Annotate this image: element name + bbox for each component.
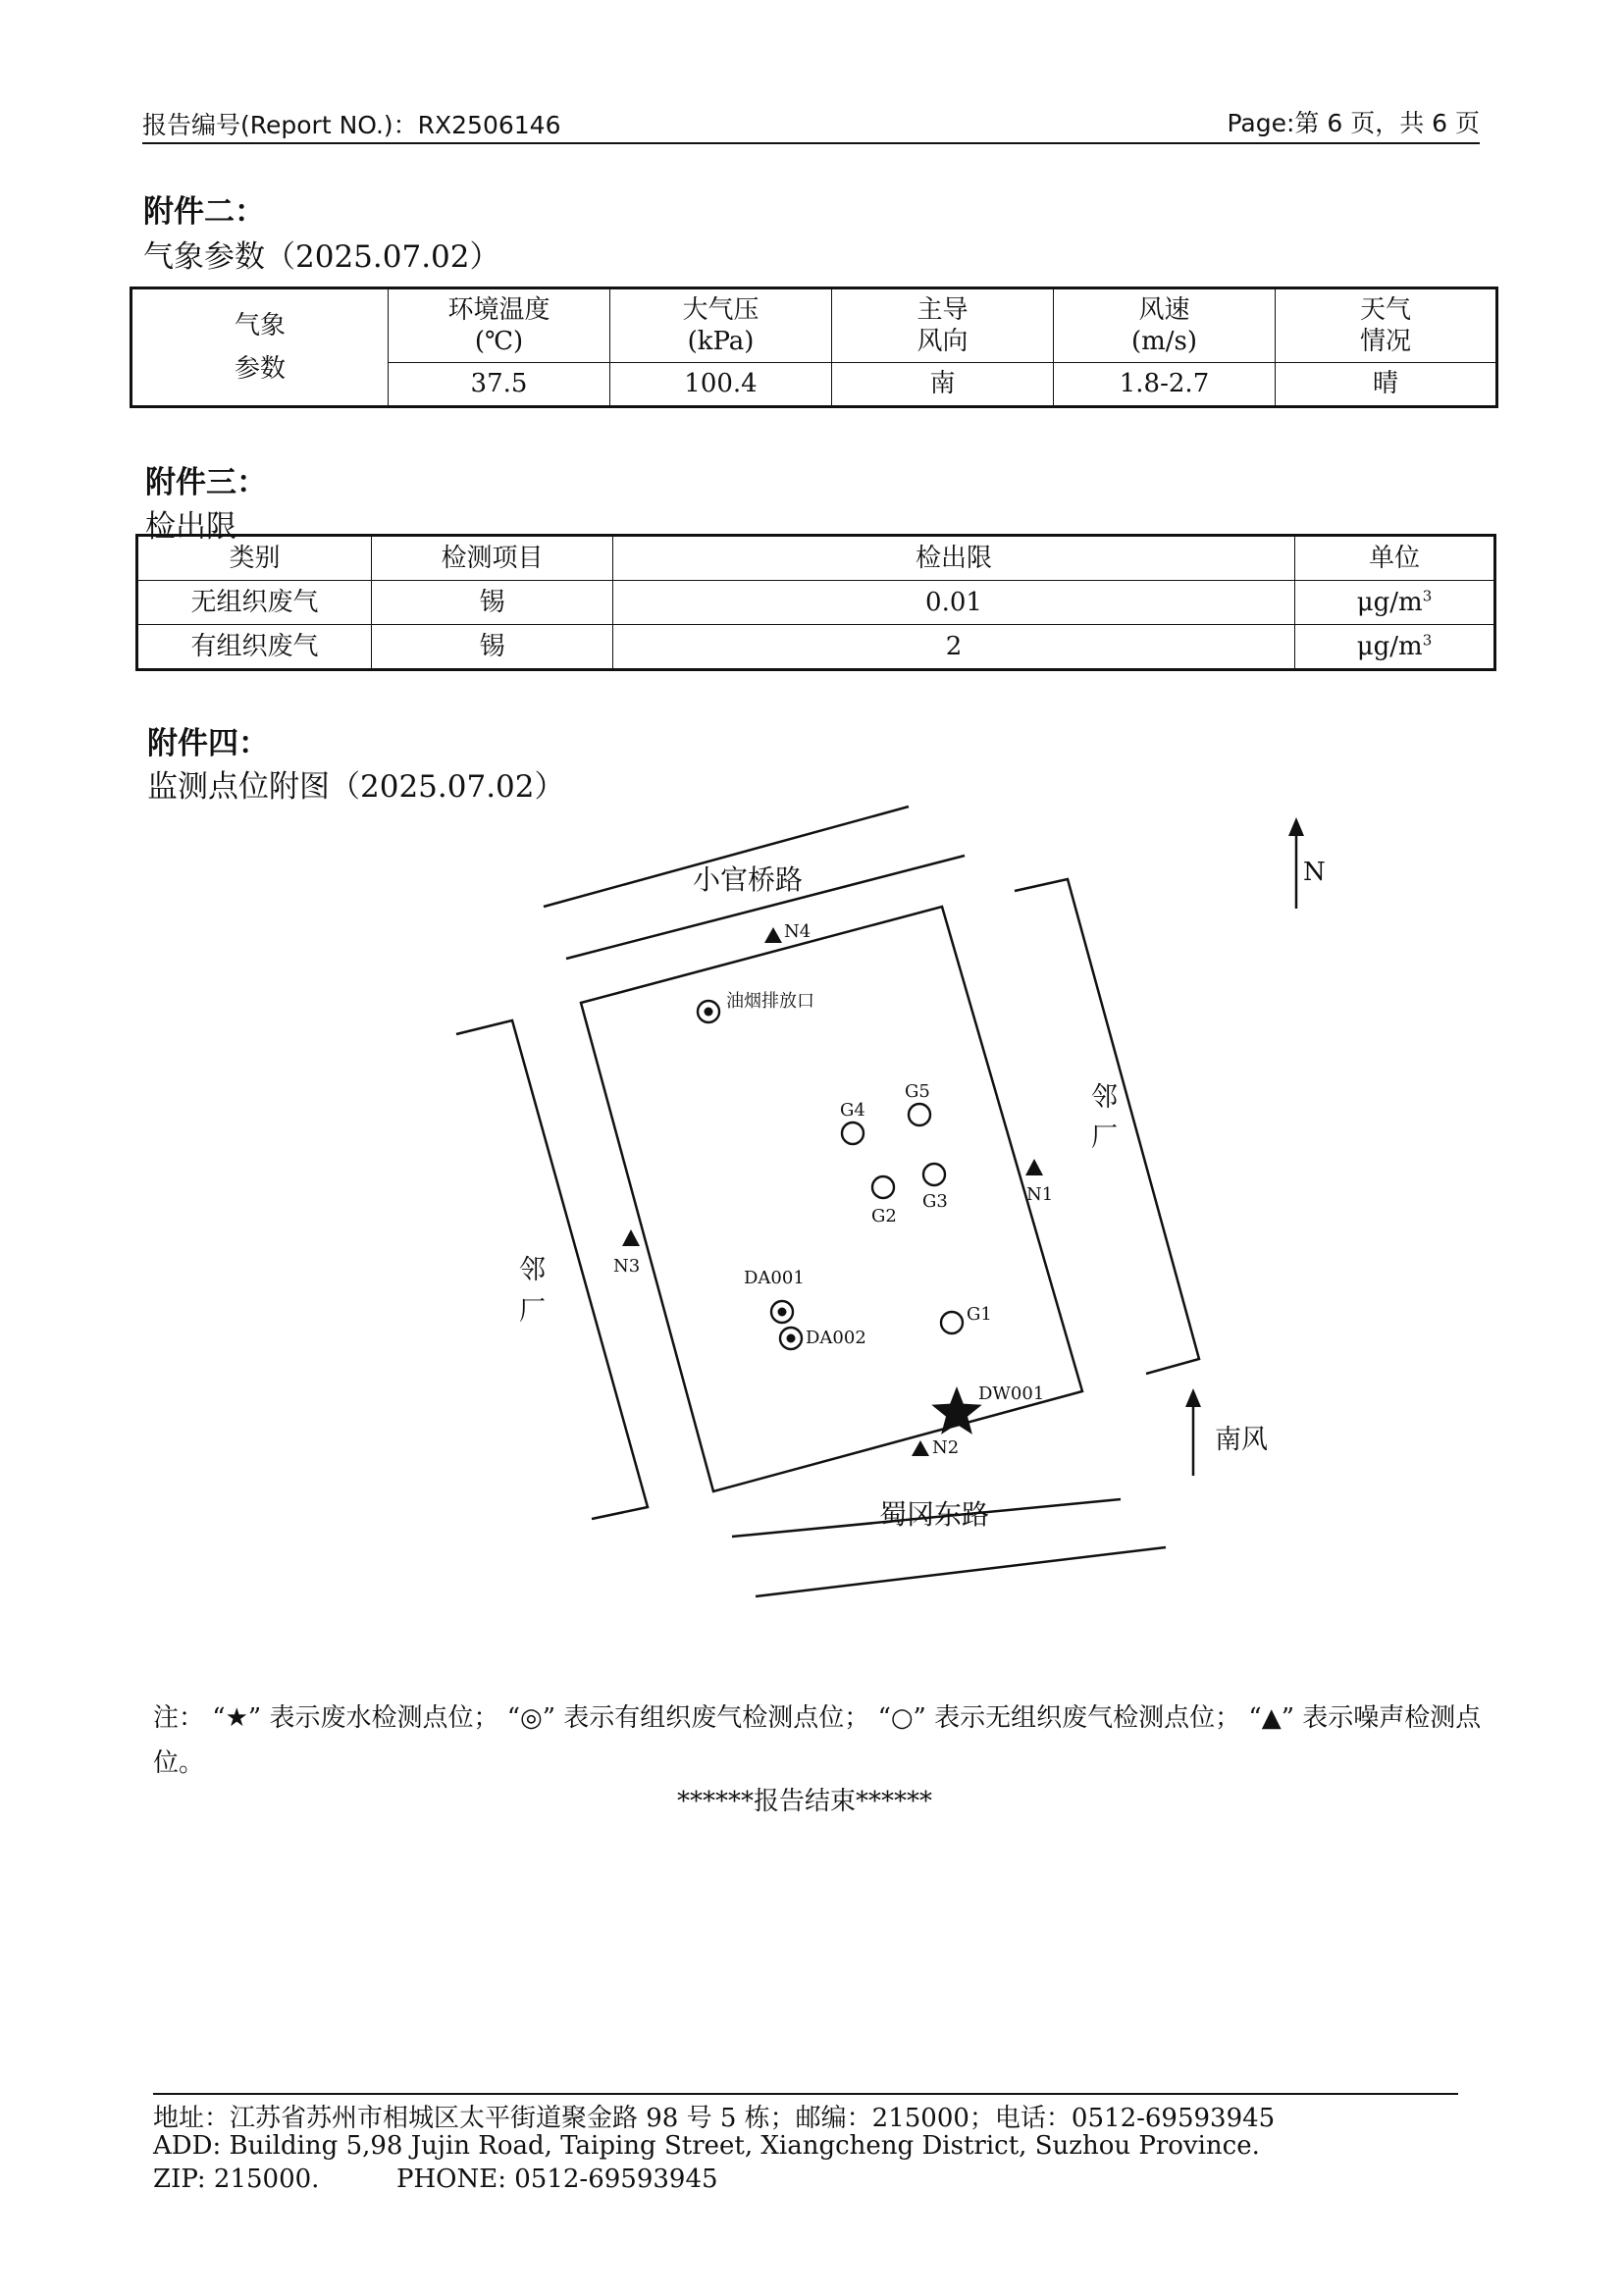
footer-divider — [153, 2093, 1458, 2095]
unit-exponent: 3 — [1422, 587, 1433, 605]
neighbor-left-l2: 厂 — [519, 1296, 546, 1327]
appendix4-subtitle: 监测点位附图（2025.07.02） — [147, 769, 565, 805]
north-arrow-head — [1288, 817, 1304, 836]
value-wind-direction: 南 — [832, 363, 1054, 407]
quote-close: ” — [913, 1703, 926, 1733]
label-g2: G2 — [871, 1206, 897, 1226]
row-category: 有组织废气 — [137, 625, 372, 670]
circle-icon — [872, 1176, 894, 1198]
target-icon: ◎ — [520, 1703, 543, 1733]
target-icon-center — [705, 1008, 713, 1017]
neighbor-left-l1: 邻 — [519, 1255, 546, 1285]
header-wind-speed-l2: (m/s) — [1130, 327, 1198, 356]
appendix3-subtitle: 检出限 — [145, 509, 236, 545]
report-end-mark: ******报告结束****** — [677, 1787, 933, 1816]
col-item: 检测项目 — [372, 536, 613, 581]
appendix2-subtitle: 气象参数（2025.07.02） — [143, 239, 500, 275]
quote-open: “ — [1248, 1703, 1262, 1733]
quote-open: “ — [212, 1703, 226, 1733]
weather-row-label-line2: 参数 — [234, 354, 286, 384]
col-category: 类别 — [137, 536, 372, 581]
appendix2-title: 附件二： — [143, 194, 265, 230]
road-south-label: 蜀冈东路 — [879, 1498, 990, 1531]
value-temperature: 37.5 — [389, 363, 610, 407]
label-dw001: DW001 — [978, 1383, 1045, 1404]
header-weather-l2: 情况 — [1359, 327, 1411, 356]
target-icon-center — [787, 1334, 796, 1343]
label-n1: N1 — [1026, 1184, 1054, 1205]
quote-close: ” — [247, 1703, 262, 1733]
row-category: 无组织废气 — [137, 581, 372, 625]
circle-icon: ○ — [890, 1703, 914, 1733]
footer-address-cn: 地址：江苏省苏州市相城区太平街道聚金路 98 号 5 栋；邮编：215000；电话：0512-69593945 — [153, 2104, 1276, 2133]
north-label: N — [1303, 858, 1326, 887]
header-pressure-l2: (kPa) — [687, 327, 755, 356]
label-da002: DA002 — [806, 1328, 866, 1348]
report-number: 报告编号(Report NO.)：RX2506146 — [142, 111, 561, 139]
quote-close: ” — [542, 1703, 556, 1733]
label-n4: N4 — [784, 921, 812, 942]
quote-open: “ — [877, 1703, 891, 1733]
wind-arrow-head — [1185, 1388, 1201, 1407]
label-da001: DA001 — [744, 1268, 805, 1288]
row-limit: 2 — [613, 625, 1295, 670]
footer-phone: PHONE: 0512-69593945 — [396, 2165, 718, 2194]
star-icon: ★ — [225, 1703, 248, 1733]
header-wind-direction-l2: 风向 — [916, 327, 969, 356]
circle-icon — [909, 1104, 930, 1125]
header-temperature-l1: 环境温度 — [447, 294, 550, 325]
header-temperature-l2: (℃) — [474, 327, 524, 356]
note-target-desc: 表示有组织废气检测点位； — [563, 1703, 870, 1733]
col-limit: 检出限 — [613, 536, 1295, 581]
col-unit: 单位 — [1295, 536, 1495, 581]
label-n3: N3 — [613, 1256, 641, 1277]
header-wind-direction-l1: 主导 — [916, 294, 969, 325]
unit-text: μg/m — [1356, 631, 1423, 661]
label-g1: G1 — [967, 1304, 992, 1325]
star-icon — [931, 1386, 981, 1435]
triangle-icon — [1025, 1159, 1043, 1175]
quote-close: ” — [1281, 1703, 1294, 1733]
note-prefix: 注： — [153, 1703, 205, 1733]
appendix3-title: 附件三： — [145, 465, 267, 500]
weather-row-label-line1: 气象 — [234, 310, 286, 340]
wind-label: 南风 — [1215, 1425, 1268, 1455]
footer-zip: ZIP: 215000. — [153, 2165, 320, 2194]
appendix4-title: 附件四： — [147, 726, 269, 761]
road-north-label: 小官桥路 — [693, 863, 804, 896]
circle-icon — [842, 1122, 864, 1144]
header-weather-l1: 天气 — [1359, 294, 1411, 325]
page-indicator: Page:第 6 页，共 6 页 — [1227, 109, 1480, 137]
row-item: 锡 — [372, 625, 613, 670]
header-pressure-l1: 大气压 — [682, 294, 759, 325]
triangle-icon — [622, 1229, 640, 1246]
label-g4: G4 — [840, 1100, 865, 1121]
neighbor-right-l1: 邻 — [1091, 1082, 1118, 1113]
label-n2: N2 — [932, 1437, 960, 1458]
header-wind-speed-l1: 风速 — [1138, 294, 1190, 325]
row-limit: 0.01 — [613, 581, 1295, 625]
triangle-icon — [764, 927, 782, 943]
footer-address-en: ADD: Building 5,98 Jujin Road, Taiping Street, Xiangcheng District, Suzhou Province. — [153, 2131, 1260, 2161]
value-weather: 晴 — [1276, 363, 1497, 407]
target-icon-center — [778, 1308, 787, 1317]
label-g5: G5 — [905, 1081, 930, 1102]
unit-text: μg/m — [1356, 587, 1423, 617]
neighbor-right-l2: 厂 — [1091, 1122, 1118, 1153]
row-item: 锡 — [372, 581, 613, 625]
unit-exponent: 3 — [1422, 631, 1433, 650]
label-g3: G3 — [922, 1191, 948, 1212]
note-circle-desc: 表示无组织废气检测点位； — [934, 1703, 1241, 1733]
triangle-icon: ▲ — [1261, 1703, 1282, 1733]
legend-note — [153, 1696, 1507, 1786]
value-pressure: 100.4 — [610, 363, 832, 407]
circle-icon — [941, 1312, 963, 1333]
label-fume-outlet: 油烟排放口 — [726, 991, 814, 1012]
triangle-icon — [912, 1440, 929, 1456]
quote-open: “ — [506, 1703, 521, 1733]
circle-icon — [923, 1164, 945, 1185]
note-triangle-desc: 表示噪声检测点位。 — [153, 1703, 1482, 1778]
south-road-edge-bottom — [756, 1547, 1166, 1596]
note-star-desc: 表示废水检测点位； — [269, 1703, 499, 1733]
value-wind-speed: 1.8-2.7 — [1054, 363, 1276, 407]
